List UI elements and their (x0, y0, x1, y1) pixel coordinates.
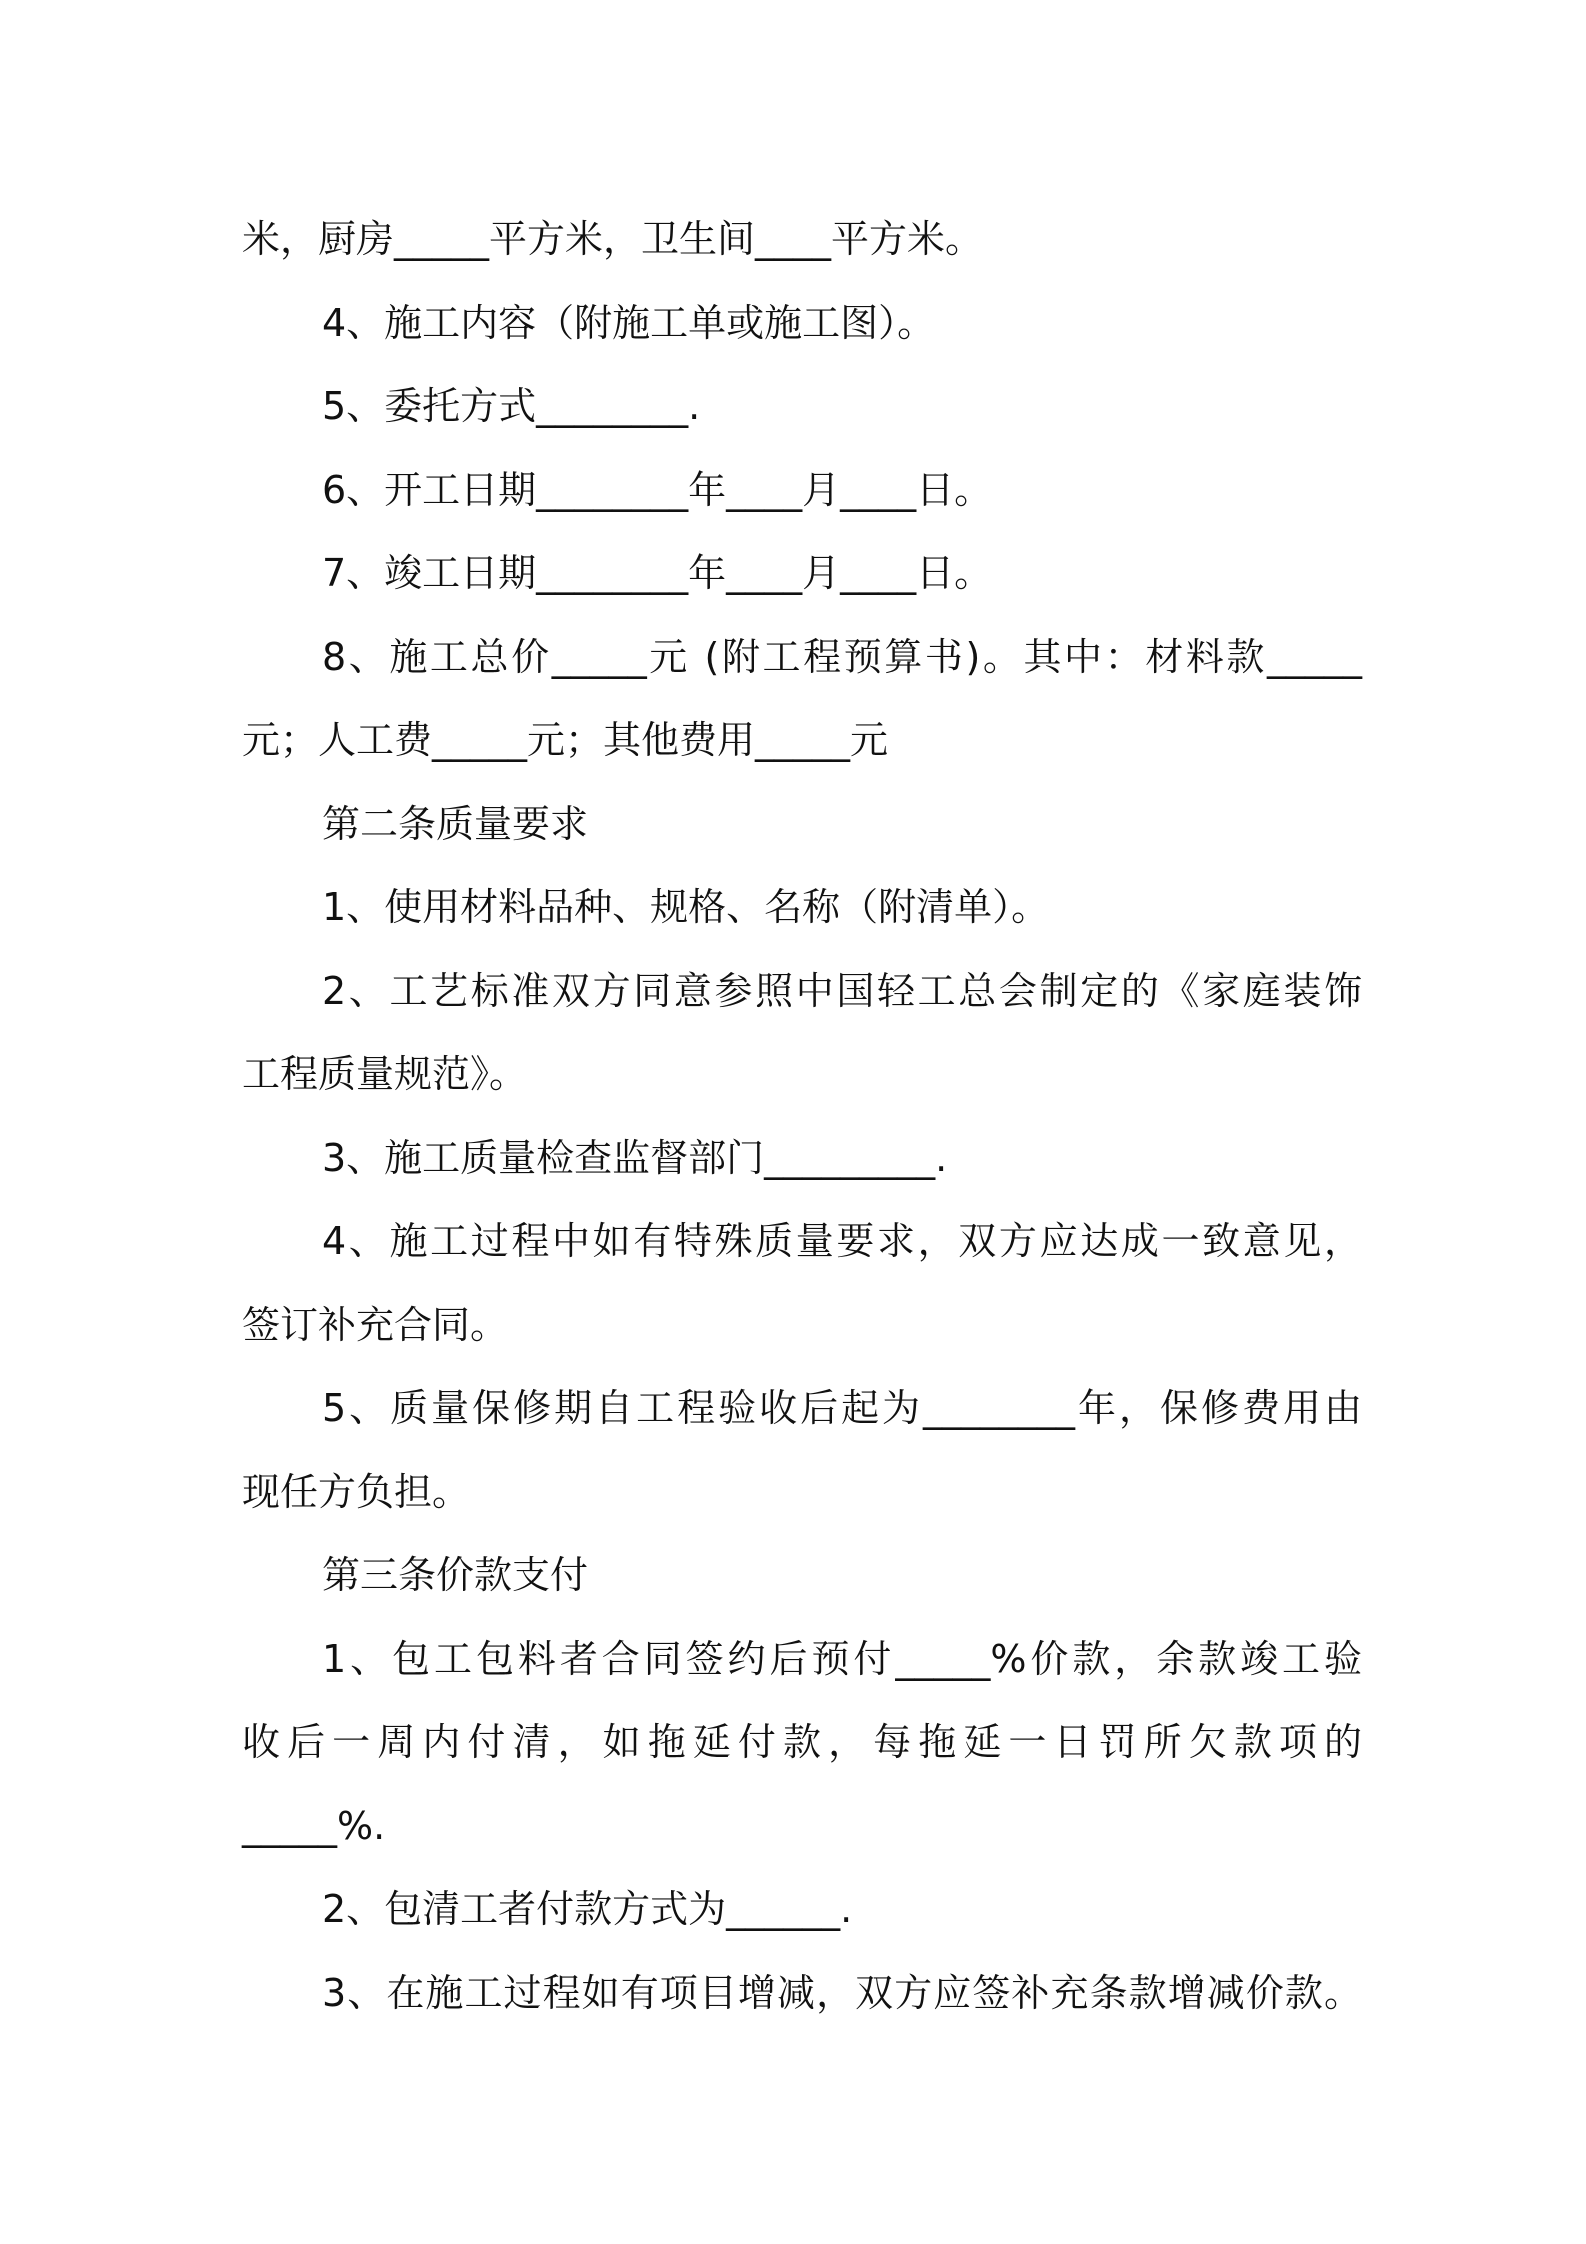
text-line: 7、竣工日期________年____月____日。 (322, 551, 993, 595)
text-line: 2、工艺标准双方同意参照中国轻工总会制定的《家庭装饰 (322, 968, 1362, 1013)
text-line: 6、开工日期________年____月____日。 (322, 467, 993, 512)
text-line: 5、委托方式________. (322, 384, 701, 428)
text-line: 4、施工过程中如有特殊质量要求，双方应达成一致意见， (322, 1219, 1362, 1263)
text-line: _____%. (242, 1803, 386, 1848)
text-line: 2、包清工者付款方式为______. (322, 1887, 853, 1931)
text-line: 1、包工包料者合同签约后预付_____%价款，余款竣工验 (322, 1636, 1362, 1681)
text-line: 收后一周内付清，如拖延付款，每拖延一日罚所欠款项的 (242, 1720, 1362, 1764)
text-line: 1、使用材料品种、规格、名称（附清单）。 (322, 885, 1050, 929)
text-line: 工程质量规范》。 (242, 1052, 528, 1096)
text-line: 5、质量保修期自工程验收后起为________年，保修费用由 (322, 1386, 1362, 1430)
text-line: 签订补充合同。 (242, 1302, 509, 1347)
text-line: 元；人工费_____元；其他费用_____元 (242, 718, 889, 762)
text-line: 3、施工质量检查监督部门_________. (322, 1135, 948, 1180)
text-line: 3、在施工过程如有项目增减，双方应签补充条款增减价款。 (322, 1970, 1362, 2015)
text-line: 8、施工总价_____元 (附工程预算书)。其中：材料款_____ (322, 634, 1362, 679)
section-heading: 第三条价款支付 (322, 1553, 589, 1597)
text-line: 米，厨房_____平方米，卫生间____平方米。 (242, 217, 984, 261)
text-line: 现任方负担。 (242, 1469, 471, 1514)
text-line: 4、施工内容（附施工单或施工图）。 (322, 300, 936, 345)
document-page (242, 198, 1362, 2035)
section-heading: 第二条质量要求 (322, 801, 589, 846)
